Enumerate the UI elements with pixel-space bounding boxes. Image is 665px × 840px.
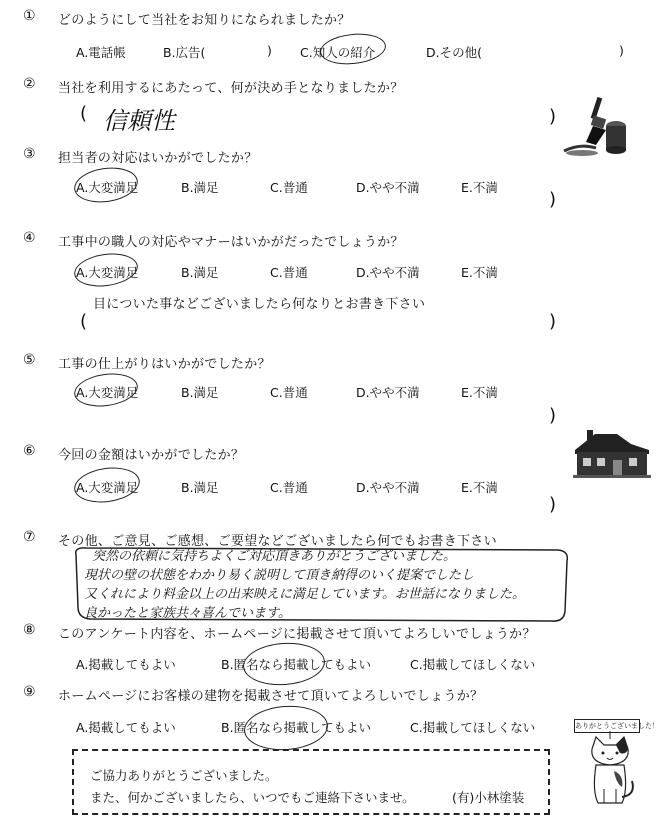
q5-paren-close: ) [549, 405, 557, 426]
q5-option-e[interactable]: E.不満 [461, 385, 498, 400]
q6-option-a[interactable]: A.大変満足 [76, 480, 139, 495]
q6-text: 今回の金額はいかがでしたか？ [58, 448, 245, 463]
q2-text: 当社を利用するにあたって、何が決め手となりましたか？ [58, 81, 404, 96]
q6-number: ⑥ [23, 443, 36, 459]
q2-paren-open: ( [80, 103, 88, 124]
q9-number: ⑨ [23, 684, 36, 700]
q1-option-b-close: ) [267, 43, 272, 58]
q4-paren-open: ( [80, 311, 88, 332]
q5-number: ⑤ [23, 352, 36, 368]
q4-option-c[interactable]: C.普通 [270, 265, 308, 280]
q1-option-c[interactable]: C.知人の紹介 [300, 45, 376, 60]
q1-option-b[interactable]: B.広告( [163, 45, 206, 60]
house-icon [573, 428, 651, 478]
q5-option-a[interactable]: A.大変満足 [76, 385, 139, 400]
q9-option-c[interactable]: C.掲載してほしくない [410, 720, 536, 735]
q7-handwritten-line-1: 突然の依頼に気持ちよくご対応頂きありがとうございました。 [92, 549, 457, 564]
q1-option-d[interactable]: D.その他( [426, 45, 482, 60]
q5-option-b[interactable]: B.満足 [181, 385, 219, 400]
q8-option-c[interactable]: C.掲載してほしくない [410, 657, 536, 672]
q6-option-d[interactable]: D.やや不満 [356, 480, 420, 495]
q1-option-d-close: ) [619, 43, 624, 58]
q8-option-b[interactable]: B.匿名なら掲載してもよい [221, 657, 372, 672]
cat-mascot-icon [580, 731, 640, 811]
q8-option-a[interactable]: A.掲載してもよい [76, 657, 176, 672]
q1-text: どのようにして当社をお知りになられましたか？ [58, 13, 351, 28]
q8-number: ⑧ [23, 622, 36, 638]
q4-number: ④ [23, 230, 36, 246]
q9-option-a[interactable]: A.掲載してもよい [76, 720, 176, 735]
q4-sub-prompt: 目についた事などございましたら何なりとお書き下さい [93, 297, 426, 312]
q3-number: ③ [23, 146, 36, 162]
q6-option-b[interactable]: B.満足 [181, 480, 219, 495]
q7-handwritten-line-4: 良かったと家族共々喜んでいます。 [84, 606, 291, 621]
footer-contact: また、何かございましたら、いつでもご連絡下さいませ。 [90, 790, 415, 805]
q3-option-d[interactable]: D.やや不満 [356, 180, 420, 195]
q4-paren-close: ) [549, 311, 557, 332]
q3-option-c[interactable]: C.普通 [270, 180, 308, 195]
q3-text: 担当者の対応はいかがでしたか？ [58, 151, 258, 166]
q3-option-a[interactable]: A.大変満足 [76, 180, 139, 195]
q3-paren-close: ) [549, 189, 557, 210]
q1-number: ① [23, 8, 36, 24]
q4-option-b[interactable]: B.満足 [181, 265, 219, 280]
q5-option-c[interactable]: C.普通 [270, 385, 308, 400]
q2-paren-close: ) [549, 106, 557, 127]
q9-text: ホームページにお客様の建物を掲載させて頂いてよろしいでしょうか？ [58, 689, 484, 704]
footer-thanks: ご協力ありがとうございました。 [90, 768, 278, 783]
q4-option-e[interactable]: E.不満 [461, 265, 498, 280]
q3-option-e[interactable]: E.不満 [461, 180, 498, 195]
q6-option-c[interactable]: C.普通 [270, 480, 308, 495]
q4-option-d[interactable]: D.やや不満 [356, 265, 420, 280]
paint-brush-icon [560, 93, 635, 163]
q7-number: ⑦ [23, 529, 36, 545]
q6-paren-close: ) [549, 494, 557, 515]
q4-option-a[interactable]: A.大変満足 [76, 265, 139, 280]
q4-text: 工事中の職人の対応やマナーはいかがだったでしょうか？ [58, 235, 404, 250]
q5-option-d[interactable]: D.やや不満 [356, 385, 420, 400]
q9-option-b[interactable]: B.匿名なら掲載してもよい [221, 720, 372, 735]
q7-handwritten-line-2: 現状の壁の状態をわかり易く説明して頂き納得のいく提案でしたし [84, 568, 475, 583]
cat-sign: ありがとうございました！ [574, 719, 640, 733]
q2-number: ② [23, 76, 36, 92]
q3-option-b[interactable]: B.満足 [181, 180, 219, 195]
q7-handwritten-line-3: 又くれにより料金以上の出来映えに満足しています。お世話になりました。 [84, 587, 525, 602]
q2-handwritten-answer: 信頼性 [103, 107, 175, 135]
footer-company: (有)小林塗装 [452, 790, 525, 805]
q7-text: その他、ご意見、ご感想、ご要望などございましたら何でもお書き下さい [58, 534, 497, 549]
q6-option-e[interactable]: E.不満 [461, 480, 498, 495]
q8-text: このアンケート内容を、ホームページに掲載させて頂いてよろしいでしょうか？ [58, 627, 536, 642]
q5-text: 工事の仕上がりはいかがでしたか？ [58, 357, 271, 372]
q1-option-a[interactable]: A.電話帳 [76, 45, 126, 60]
